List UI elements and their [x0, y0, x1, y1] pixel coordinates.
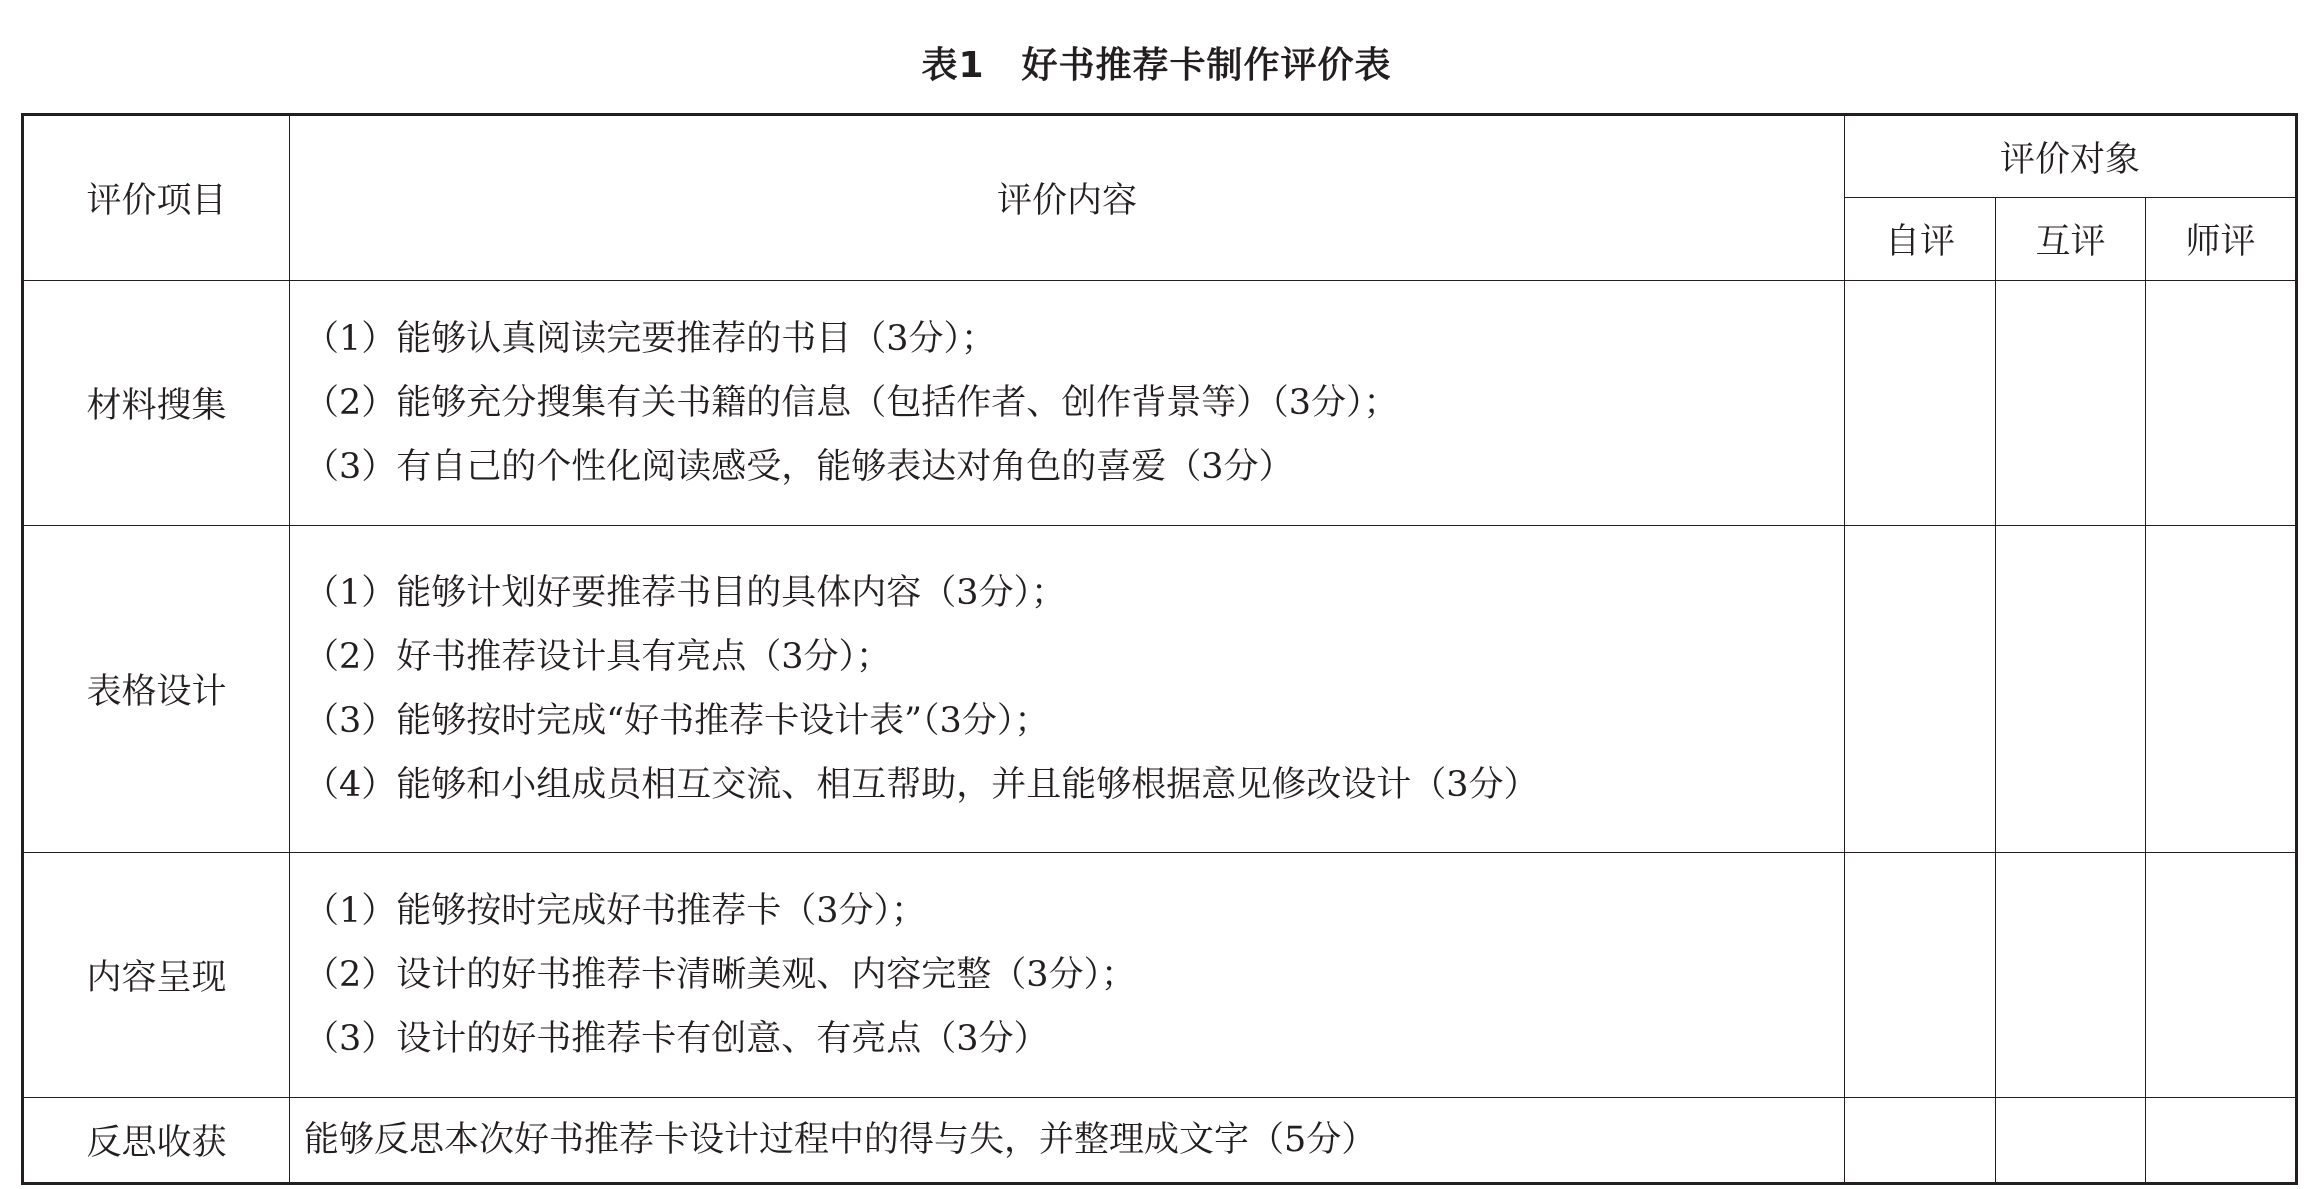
self-eval-cell[interactable]	[1845, 853, 1996, 1098]
content-line: （1）能够计划好要推荐书目的具体内容（3分）；	[304, 573, 1067, 613]
header-eval-target: 评价对象	[1845, 115, 2297, 198]
content-line: （2）能够充分搜集有关书籍的信息（包括作者、创作背景等）（3分）；	[304, 383, 1399, 423]
row-item-reflection: 反思收获	[23, 1098, 290, 1184]
content-line: （3）有自己的个性化阅读感受，能够表达对角色的喜爱（3分）	[304, 447, 1294, 487]
self-eval-cell[interactable]	[1845, 281, 1996, 526]
content-line: （4）能够和小组成员相互交流、相互帮助，并且能够根据意见修改设计（3分）	[304, 765, 1539, 805]
peer-eval-cell[interactable]	[1996, 281, 2146, 526]
table-row	[23, 853, 2297, 1098]
content-line: （2）好书推荐设计具有亮点（3分）；	[304, 637, 892, 677]
row-item-table-design: 表格设计	[23, 526, 290, 853]
teacher-eval-cell[interactable]	[2146, 281, 2297, 526]
content-line: 能够反思本次好书推荐卡设计过程中的得与失，并整理成文字（5分）	[304, 1120, 1377, 1160]
teacher-eval-cell[interactable]	[2146, 853, 2297, 1098]
evaluation-table	[21, 113, 2298, 1185]
header-teacher-eval: 师评	[2146, 198, 2297, 281]
header-peer-eval: 互评	[1996, 198, 2146, 281]
row-content-reflection	[290, 1098, 1845, 1184]
table-row	[23, 1098, 2297, 1184]
teacher-eval-cell[interactable]	[2146, 1098, 2297, 1184]
table-row	[23, 526, 2297, 853]
peer-eval-cell[interactable]	[1996, 1098, 2146, 1184]
row-item-material-collection: 材料搜集	[23, 281, 290, 526]
header-row-1	[23, 115, 2297, 198]
teacher-eval-cell[interactable]	[2146, 526, 2297, 853]
header-self-eval: 自评	[1845, 198, 1996, 281]
content-line: （3）能够按时完成“好书推荐卡设计表”（3分）；	[304, 701, 1050, 741]
content-line: （3）设计的好书推荐卡有创意、有亮点（3分）	[304, 1019, 1049, 1059]
content-line: （1）能够认真阅读完要推荐的书目（3分）；	[304, 319, 997, 359]
content-line: （2）设计的好书推荐卡清晰美观、内容完整（3分）；	[304, 955, 1137, 995]
row-content-table-design	[290, 526, 1845, 853]
row-content-content-presentation	[290, 853, 1845, 1098]
row-item-content-presentation: 内容呈现	[23, 853, 290, 1098]
self-eval-cell[interactable]	[1845, 526, 1996, 853]
table-title: 表1 好书推荐卡制作评价表	[921, 45, 1392, 86]
table-row	[23, 281, 2297, 526]
content-line: （1）能够按时完成好书推荐卡（3分）；	[304, 891, 927, 931]
header-eval-item: 评价项目	[23, 115, 290, 281]
peer-eval-cell[interactable]	[1996, 526, 2146, 853]
header-eval-content: 评价内容	[290, 115, 1845, 281]
self-eval-cell[interactable]	[1845, 1098, 1996, 1184]
row-content-material-collection	[290, 281, 1845, 526]
peer-eval-cell[interactable]	[1996, 853, 2146, 1098]
